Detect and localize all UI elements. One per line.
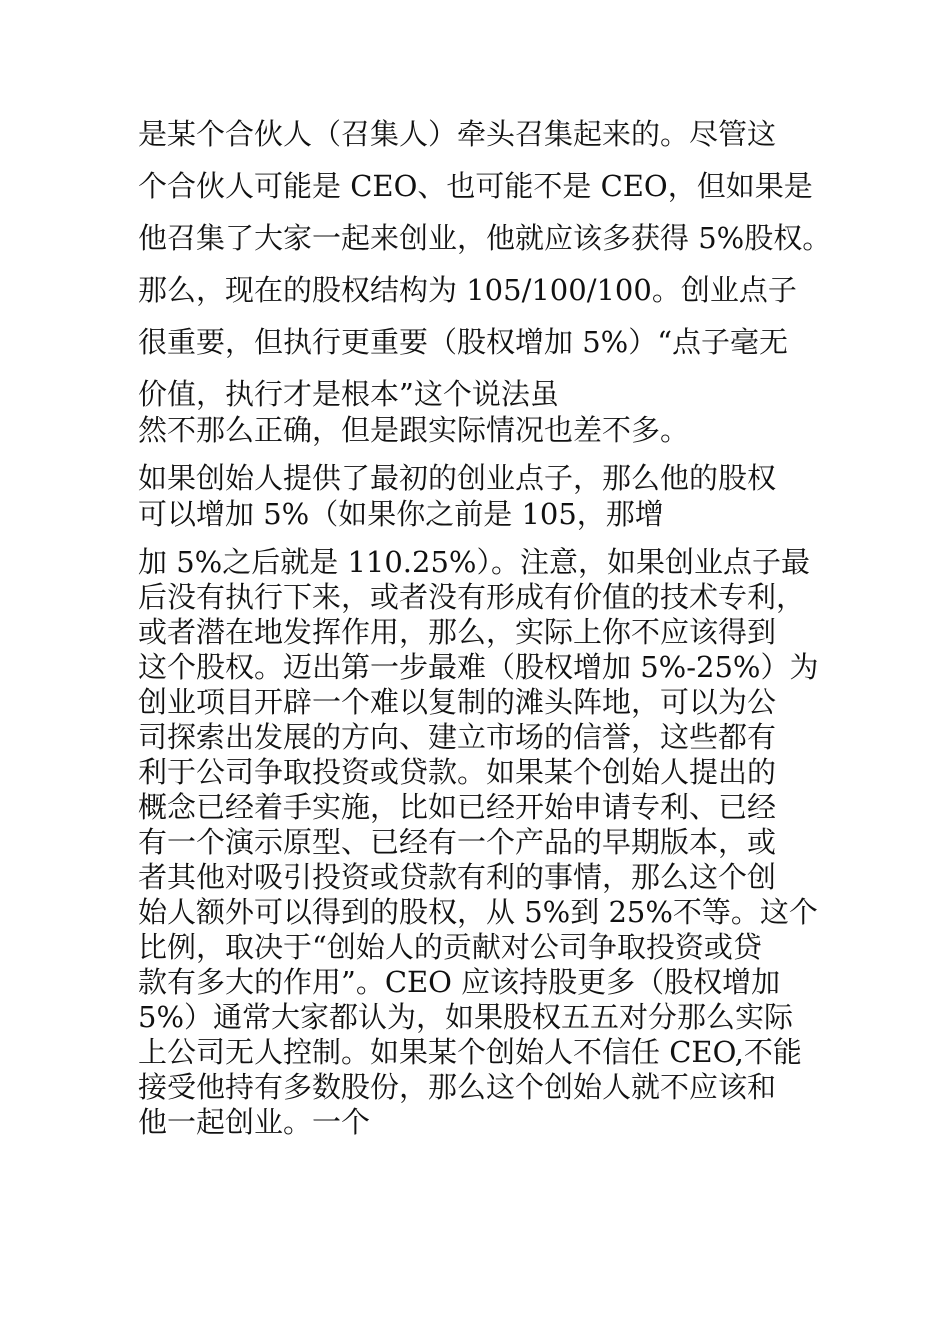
text-line: 司探索出发展的方向、建立市场的信誉，这些都有 xyxy=(138,720,777,754)
text-line: 如果创始人提供了最初的创业点子，那么他的股权 xyxy=(138,461,777,495)
text-line: 他召集了大家一起来创业，他就应该多获得 5%股权。 xyxy=(138,221,832,255)
text-line: 比例，取决于“创始人的贡献对公司争取投资或贷 xyxy=(138,930,762,964)
text-line: 价值，执行才是根本”这个说法虽 xyxy=(138,377,559,411)
text-line: 可以增加 5%（如果你之前是 105，那增 xyxy=(138,497,664,531)
text-line: 是某个合伙人（召集人）牵头召集起来的。尽管这 xyxy=(138,117,777,151)
text-line: 利于公司争取投资或贷款。如果某个创始人提出的 xyxy=(138,755,777,789)
text-line: 加 5%之后就是 110.25%）。注意，如果创业点子最 xyxy=(138,545,810,579)
text-line: 款有多大的作用”。CEO 应该持股更多（股权增加 xyxy=(138,965,781,999)
text-line: 者其他对吸引投资或贷款有利的事情，那么这个创 xyxy=(138,860,777,894)
text-line: 上公司无人控制。如果某个创始人不信任 CEO,不能 xyxy=(138,1035,802,1069)
text-line: 有一个演示原型、已经有一个产品的早期版本，或 xyxy=(138,825,777,859)
text-line: 或者潜在地发挥作用，那么，实际上你不应该得到 xyxy=(138,615,777,649)
text-line: 始人额外可以得到的股权，从 5%到 25%不等。这个 xyxy=(138,895,818,929)
text-line: 然不那么正确，但是跟实际情况也差不多。 xyxy=(138,413,690,447)
text-line: 个合伙人可能是 CEO、也可能不是 CEO，但如果是 xyxy=(138,169,813,203)
text-line: 他一起创业。一个 xyxy=(138,1105,371,1139)
text-line: 很重要，但执行更重要（股权增加 5%）“点子毫无 xyxy=(138,325,789,359)
text-line: 这个股权。迈出第一步最难（股权增加 5%-25%）为 xyxy=(138,650,819,684)
text-line: 5%）通常大家都认为，如果股权五五对分那么实际 xyxy=(138,1000,794,1034)
text-line: 后没有执行下来，或者没有形成有价值的技术专利， xyxy=(138,580,806,614)
text-line: 概念已经着手实施，比如已经开始申请专利、已经 xyxy=(138,790,777,824)
text-line: 接受他持有多数股份，那么这个创始人就不应该和 xyxy=(138,1070,777,1104)
text-line: 那么，现在的股权结构为 105/100/100。创业点子 xyxy=(138,273,797,307)
text-line: 创业项目开辟一个难以复制的滩头阵地，可以为公 xyxy=(138,685,777,719)
